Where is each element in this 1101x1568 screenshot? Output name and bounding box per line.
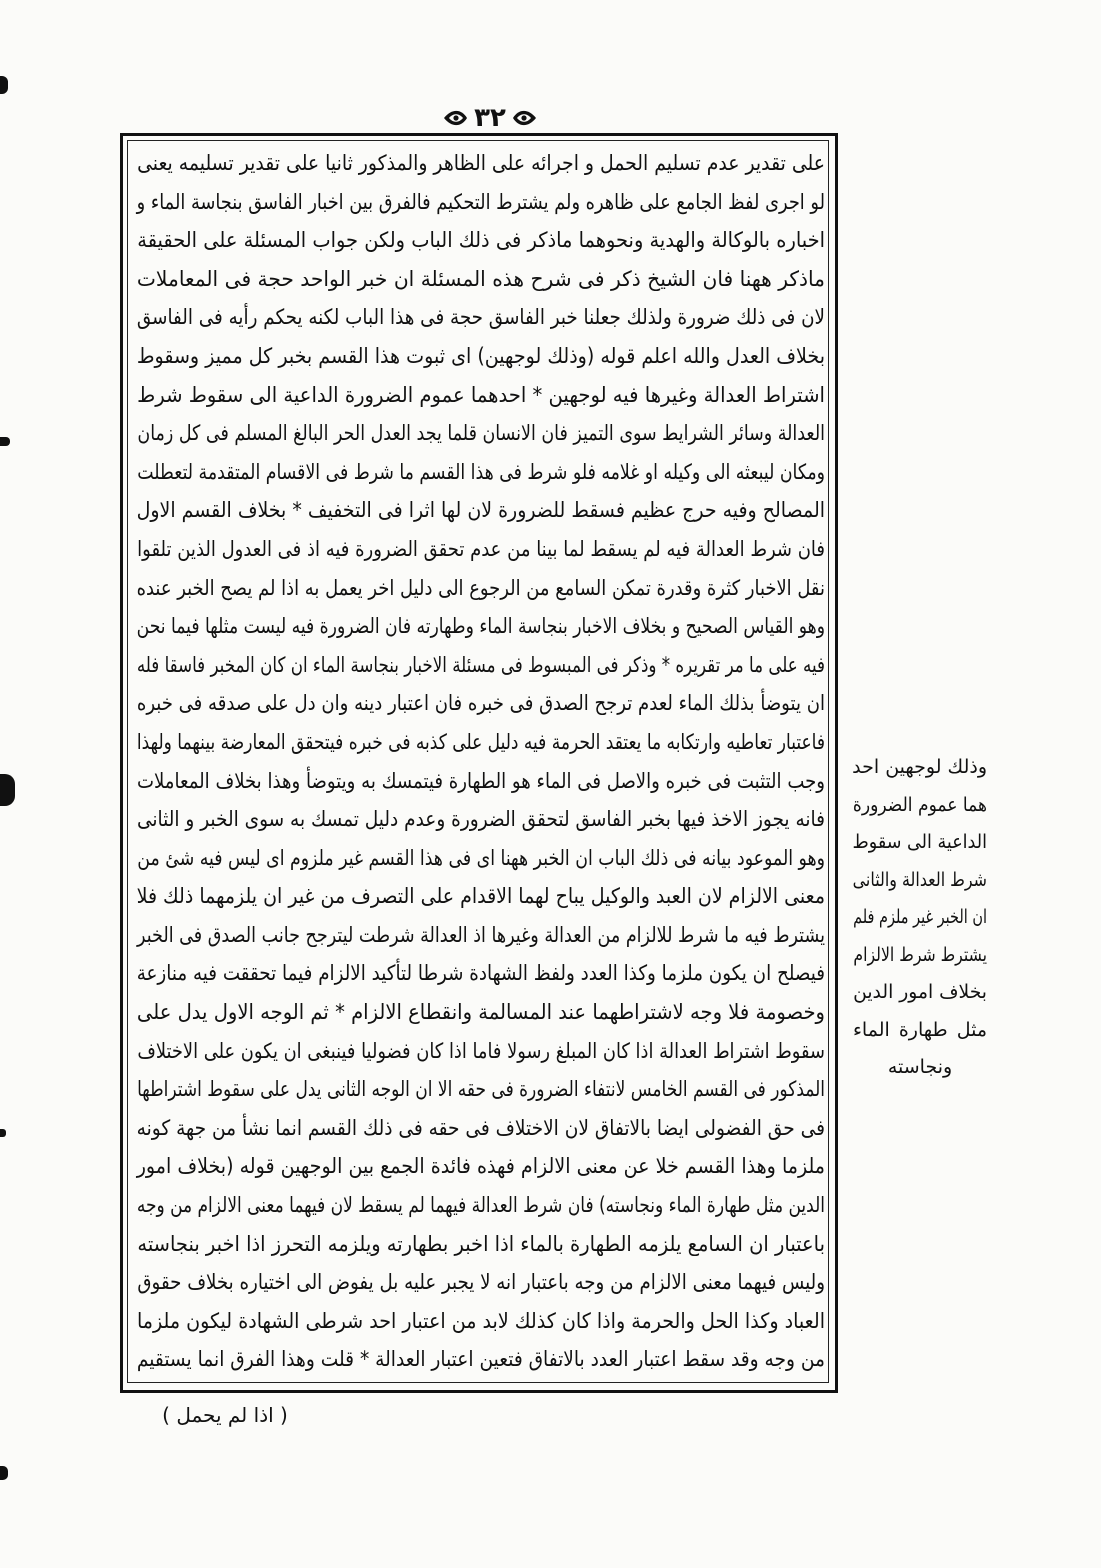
text-line: باعتبار ان السامع يلزمه الطهارة بالماء اذا اخبر بطهارته ويلزمه التحرز اذا اخبر بنجاسته xyxy=(137,1231,825,1256)
text-line: يشترط فيه ما شرط للالزام من العدالة وغيرها اذ العدالة شرطت ليترجح جانب الصدق فى الخبر xyxy=(137,922,825,947)
text-line: ومكان ليبعثه الى وكيله او غلامه فلو شرط فى هذا القسم ما شرط فى الاقسام المتقدمة لتعطلت xyxy=(137,459,826,484)
margin-note-line: وذلك لوجهين احد xyxy=(852,756,987,778)
text-line: اشتراط العدالة وغيرها فيه لوجهين * احدهما عموم الضرورة الداعية الى سقوط شرط xyxy=(137,382,826,407)
margin-note-line: ونجاسته xyxy=(887,1056,953,1078)
catchword: ( اذا لم يحمل ) xyxy=(162,1403,288,1427)
text-line: معنى الالزام لان العبد والوكيل يباح لهما الاقدام على التصرف من غير ان يلزمهما ذلك فلا xyxy=(136,884,825,909)
text-line: من وجه وقد سقط اعتبار العدد بالاتفاق فتعين اعتبار العدالة * قلت وهذا الفرق انما يستقيم xyxy=(136,1347,826,1372)
margin-note xyxy=(853,749,987,1087)
margin-note-line: ان الخبر غير ملزم فلم xyxy=(853,906,987,928)
text-line: العباد وكذا الحل والحرمة واذا كان كذلك لابد من اعتبار احد شرطى الشهادة ليكون ملزما xyxy=(136,1308,825,1333)
margin-note-line: يشترط شرط الالزام xyxy=(853,943,987,966)
page-number: ٣٢ xyxy=(474,103,506,133)
text-line: فان شرط العدالة فيه لم يسقط لما بينا من عدم تحقق الضرورة فيه اذ فى العدول الذين تلقوا xyxy=(137,536,826,561)
text-line: وليس فيهما معنى الالزام من وجه باعتبار انه لا يجبر عليه بل يفوض الى اختياره بخلاف حقوق xyxy=(137,1270,826,1295)
text-line: ماذكر ههنا فان الشيخ ذكر فى شرح هذه المسئلة ان خبر الواحد حجة فى المعاملات xyxy=(136,266,825,291)
margin-note-line: هما عموم الضرورة xyxy=(852,793,987,816)
text-line: المذكور فى القسم الخامس لانتفاء الضرورة فى حقه الا ان الوجه الثانى يدل على سقوط اشتراطها xyxy=(137,1077,826,1102)
text-line: لو اجرى لفظ الجامع على ظاهره ولم يشترط التحكيم فالفرق بين اخبار الفاسق بنجاسة الماء و xyxy=(136,189,825,214)
text-line: فيه على ما مر تقريره * وذكر فى المبسوط فى مسئلة الاخبار بنجاسة الماء ان كان المخبر فاسقا فله xyxy=(136,652,825,677)
text-line: فاعتبار تعاطيه وارتكابه ما يعتقد الحرمة فيه دليل على كذبه فى خبره فيتحقق المعارضة بينهما ولهذا xyxy=(136,729,825,754)
text-line: ملزما وهذا القسم خلا عن معنى الالزام فهذه فائدة الجمع بين الوجهين قوله (بخلاف امور xyxy=(136,1154,826,1179)
page-number-header xyxy=(430,100,550,136)
text-line: وهو الموعود بيانه فى ذلك الباب ان الخبر ههنا اى فى هذا القسم غير ملزوم اى ليس فيه شئ من xyxy=(137,845,825,870)
text-line: فى حق الفضولى ايضا بالاتفاق لان الاختلاف فى حقه فى ذلك القسم انما نشأ من جهة كونه xyxy=(136,1115,825,1140)
text-line: بخلاف العدل والله اعلم قوله (وذلك لوجهين) اى ثبوت هذا القسم بخبر كل مميز وسقوط xyxy=(136,343,826,368)
text-line: العدالة وسائر الشرايط سوى التميز فان الانسان قلما يجد العدل الحر البالغ المسلم فى كل زمان xyxy=(137,421,826,446)
text-line: وجب التثبت فى خبره والاصل فى الماء هو الطهارة فيتمسك به ويتوضأ وهذا بخلاف المعاملات xyxy=(136,768,825,793)
text-line: فيصلح ان يكون ملزما وكذا العدد ولفظ الشهادة شرطا لتأكيد الالزام فيما تحققت فيه منازعة xyxy=(136,961,826,986)
margin-note-line: شرط العدالة والثانى xyxy=(852,868,987,891)
text-line: اخباره بالوكالة والهدية ونحوهما ماذكر فى ذلك الباب ولكن جواب المسئلة على الحقيقة xyxy=(137,228,825,253)
main-text-block xyxy=(137,144,825,1379)
text-line: وهو القياس الصحيح و بخلاف الاخبار بنجاسة الماء وطهارته فان الضرورة فيه ليست مثلها فيما نحن xyxy=(136,614,825,639)
text-line: ان يتوضأ بذلك الماء لعدم ترجح الصدق فى خبره فان اعتبار دينه وان دل على صدقه فى خبره xyxy=(136,691,826,716)
margin-note-line: بخلاف امور الدين xyxy=(853,981,987,1003)
scan-artifact-mark xyxy=(0,774,15,806)
text-line: المصالح وفيه حرج عظيم فسقط للضرورة لان لها اثرا فى التخفيف * بخلاف القسم الاول xyxy=(136,498,825,523)
text-line: سقوط اشتراط العدالة اذا كان المبلغ رسولا فاما اذا كان فضوليا فينبغى ان يكون على الاختلاف xyxy=(137,1038,825,1063)
text-line: فانه يجوز الاخذ فيها بخبر الفاسق لتحقق الضرورة وعدم دليل تمسك به سوى الخبر و الثانى xyxy=(136,807,825,832)
right-ornament-icon xyxy=(512,105,538,131)
margin-note-line: مثل طهارة الماء xyxy=(853,1018,987,1041)
scan-artifact-mark xyxy=(0,1466,8,1480)
margin-note-line: الداعية الى سقوط xyxy=(852,831,987,853)
text-line: الدين مثل طهارة الماء ونجاسته) فان شرط العدالة فيهما لم يسقط لان فيهما معنى الالزام من وجه xyxy=(136,1193,825,1218)
text-line: وخصومة فلا وجه لاشتراطهما عند المسالمة وانقطاع الالزام * ثم الوجه الاول يدل على xyxy=(136,1000,825,1025)
scan-artifact-mark xyxy=(0,1129,6,1137)
scan-artifact-mark xyxy=(0,437,10,446)
text-line: نقل الاخبار كثرة وقدرة تمكن السامع من الرجوع الى دليل اخر يعمل به اذا لم يصح الخبر عنده xyxy=(136,575,825,600)
scan-artifact-mark xyxy=(0,76,8,94)
text-line: على تقدير عدم تسليم الحمل و اجرائه على الظاهر والمذكور ثانيا على تقدير تسليمه يعنى xyxy=(137,151,825,175)
left-ornament-icon xyxy=(442,105,468,131)
text-line: لان فى ذلك ضرورة ولذلك جعلنا خبر الفاسق حجة فى هذا الباب لكنه يحكم رأيه فى الفاسق xyxy=(136,305,825,330)
